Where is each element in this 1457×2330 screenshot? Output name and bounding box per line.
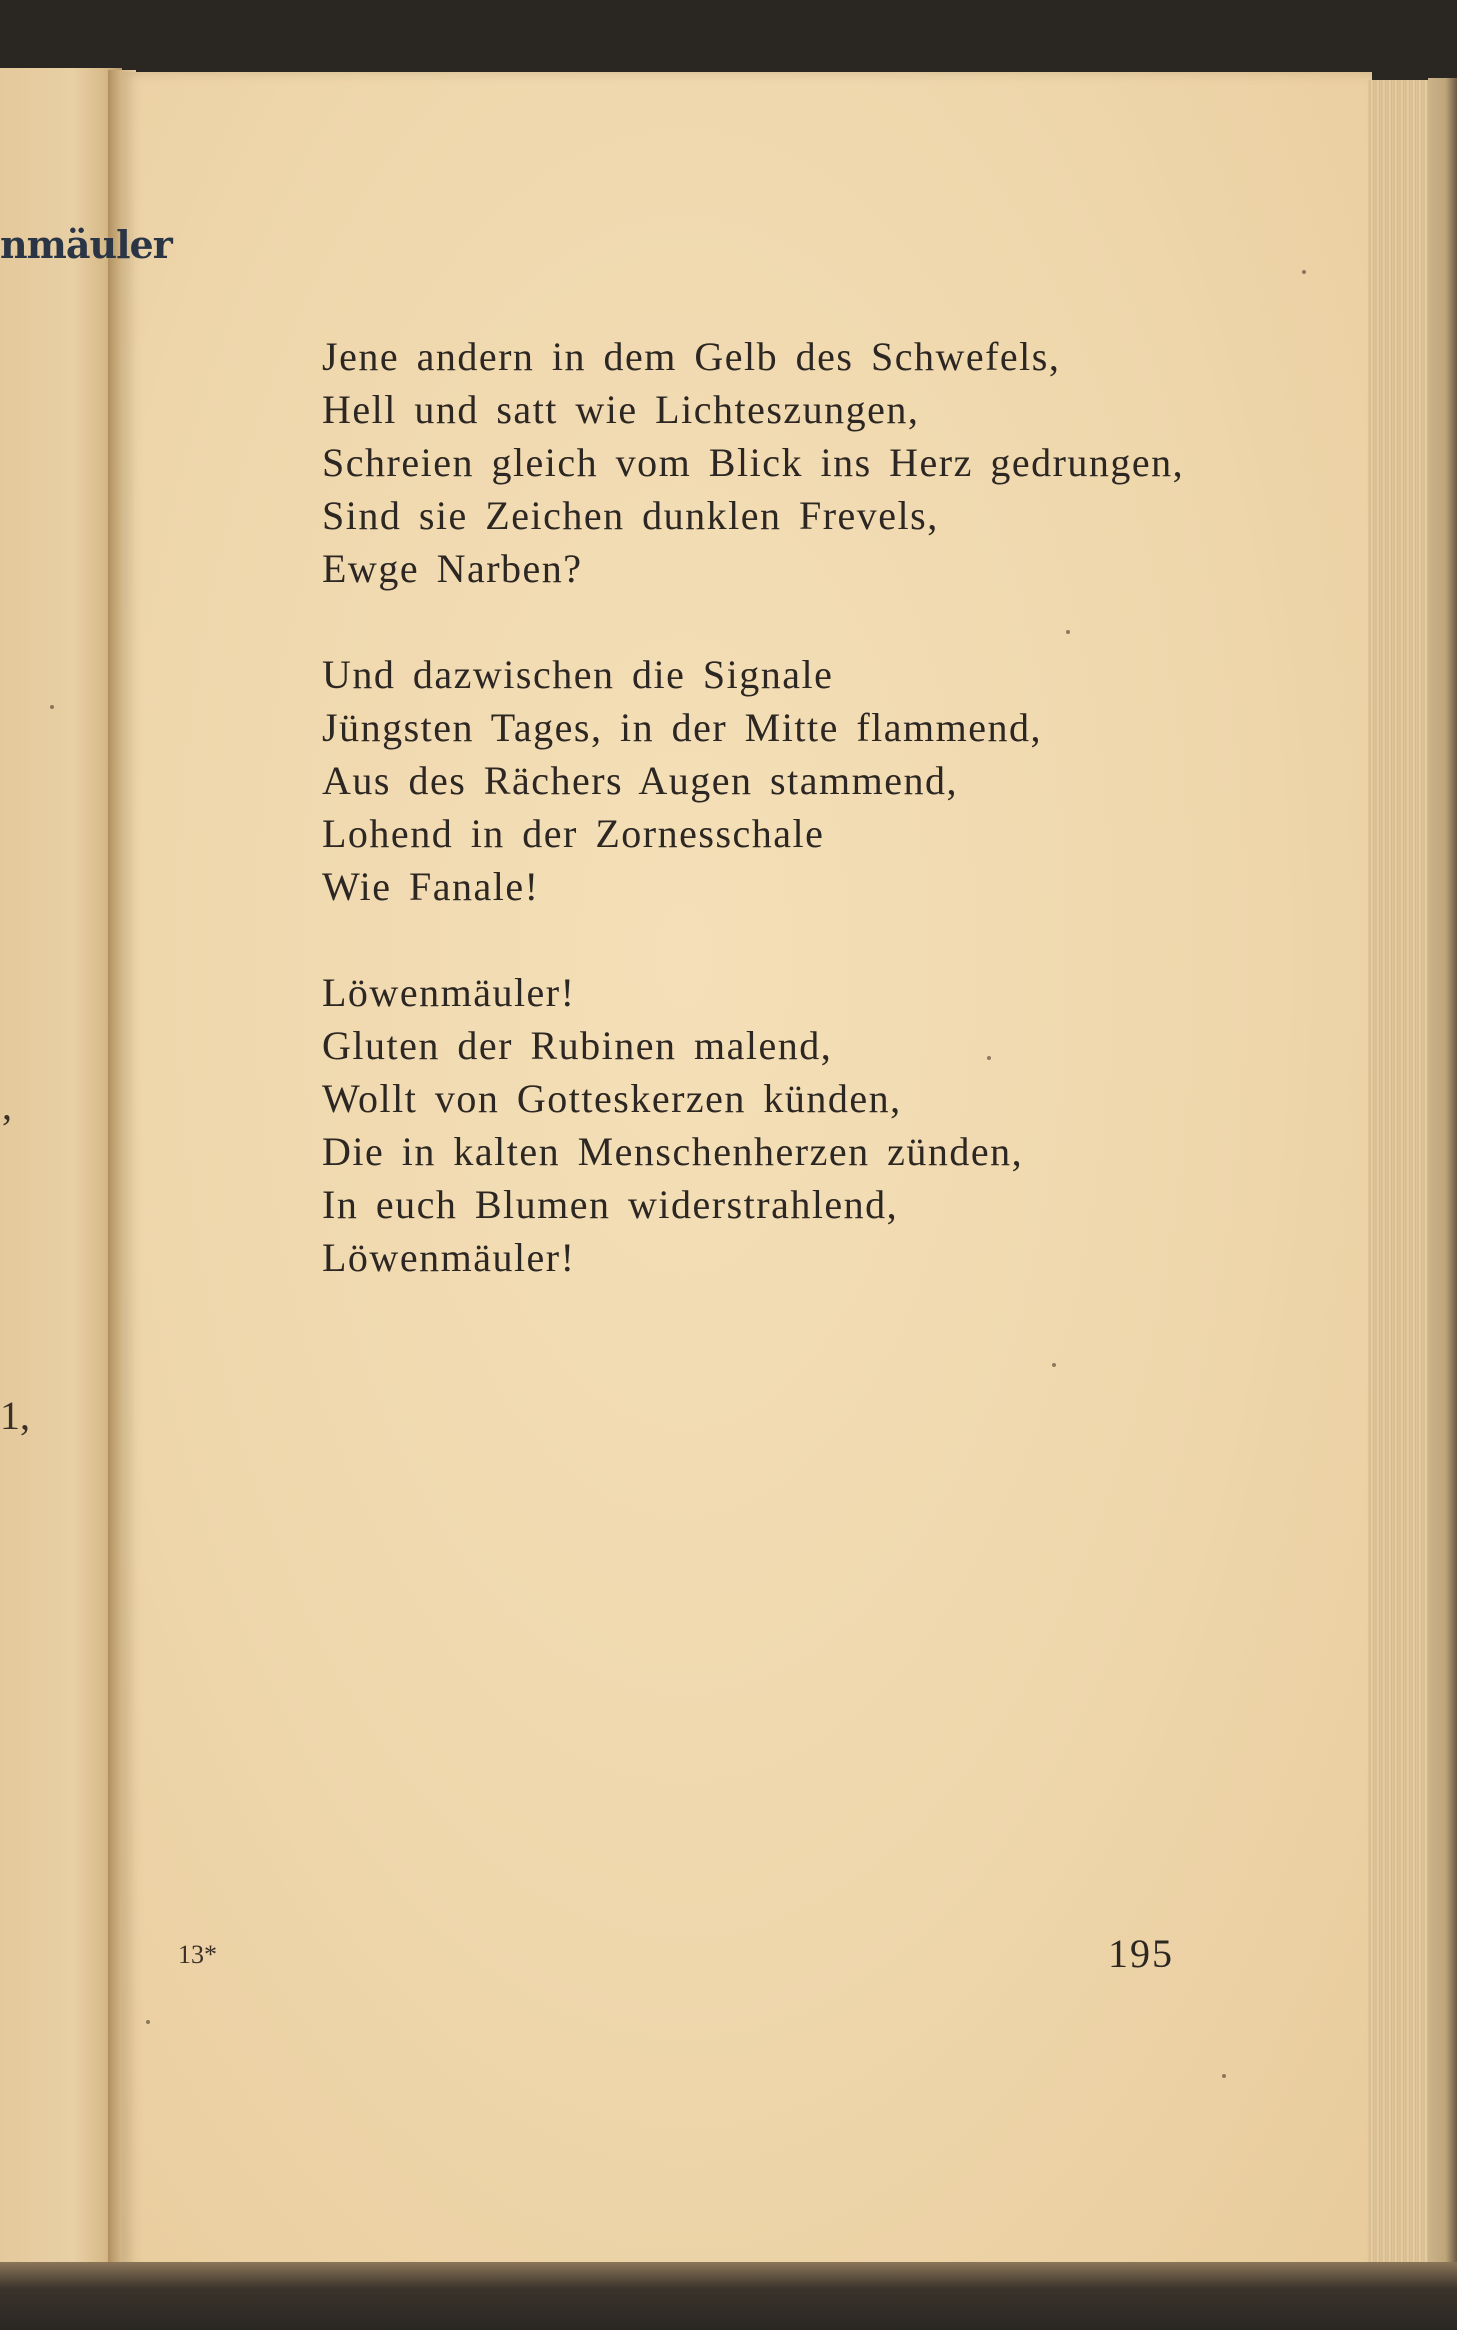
left-page-margin-mark: ,: [2, 1083, 12, 1128]
poem-line: Löwenmäuler!: [322, 970, 576, 1015]
poem-line: Sind sie Zeichen dunklen Frevels,: [322, 493, 939, 538]
left-page-margin-mark: 1,: [0, 1393, 30, 1438]
left-page: [0, 68, 122, 2278]
poem-line: Lohend in der Zornesschale: [322, 811, 825, 856]
poem-line: Schreien gleich vom Blick ins Herz gedrungen,: [322, 440, 1185, 485]
poem-stanza: [322, 330, 1184, 595]
page-number: 195: [1108, 1931, 1174, 1976]
paper-speck: [1052, 1363, 1056, 1367]
poem-stanza: [322, 966, 1184, 1284]
poem-line: Und dazwischen die Signale: [322, 652, 834, 697]
poem-line: Gluten der Rubinen malend,: [322, 1023, 833, 1068]
poem-line: Aus des Rächers Augen stammend,: [322, 758, 958, 803]
poem-line: Wie Fanale!: [322, 864, 540, 909]
paper-speck: [1302, 270, 1306, 274]
poem-line: Hell und satt wie Lichteszungen,: [322, 387, 920, 432]
poem-line: Ewge Narben?: [322, 546, 583, 591]
paper-speck: [1066, 630, 1070, 634]
poem-line: In euch Blumen widerstrahlend,: [322, 1182, 899, 1227]
poem-line: Jene andern in dem Gelb des Schwefels,: [322, 334, 1061, 379]
poem-stanza: [322, 648, 1184, 913]
cover-edge: [1428, 78, 1457, 2330]
page-edges: [1368, 80, 1430, 2300]
paper-speck: [1222, 2074, 1226, 2078]
left-page-running-header: nmäuler: [0, 222, 172, 267]
poem-line: Jüngsten Tages, in der Mitte flammend,: [322, 705, 1043, 750]
poem-line: Löwenmäuler!: [322, 1235, 576, 1280]
paper-speck: [50, 705, 54, 709]
poem-line: Wollt von Gotteskerzen künden,: [322, 1076, 902, 1121]
paper-speck: [987, 1056, 991, 1060]
bottom-shadow: [0, 2262, 1457, 2330]
poem: [322, 330, 1184, 1284]
paper-speck: [146, 2020, 150, 2024]
poem-line: Die in kalten Menschenherzen zünden,: [322, 1129, 1024, 1174]
printer-signature-mark: 13*: [178, 1940, 217, 1969]
